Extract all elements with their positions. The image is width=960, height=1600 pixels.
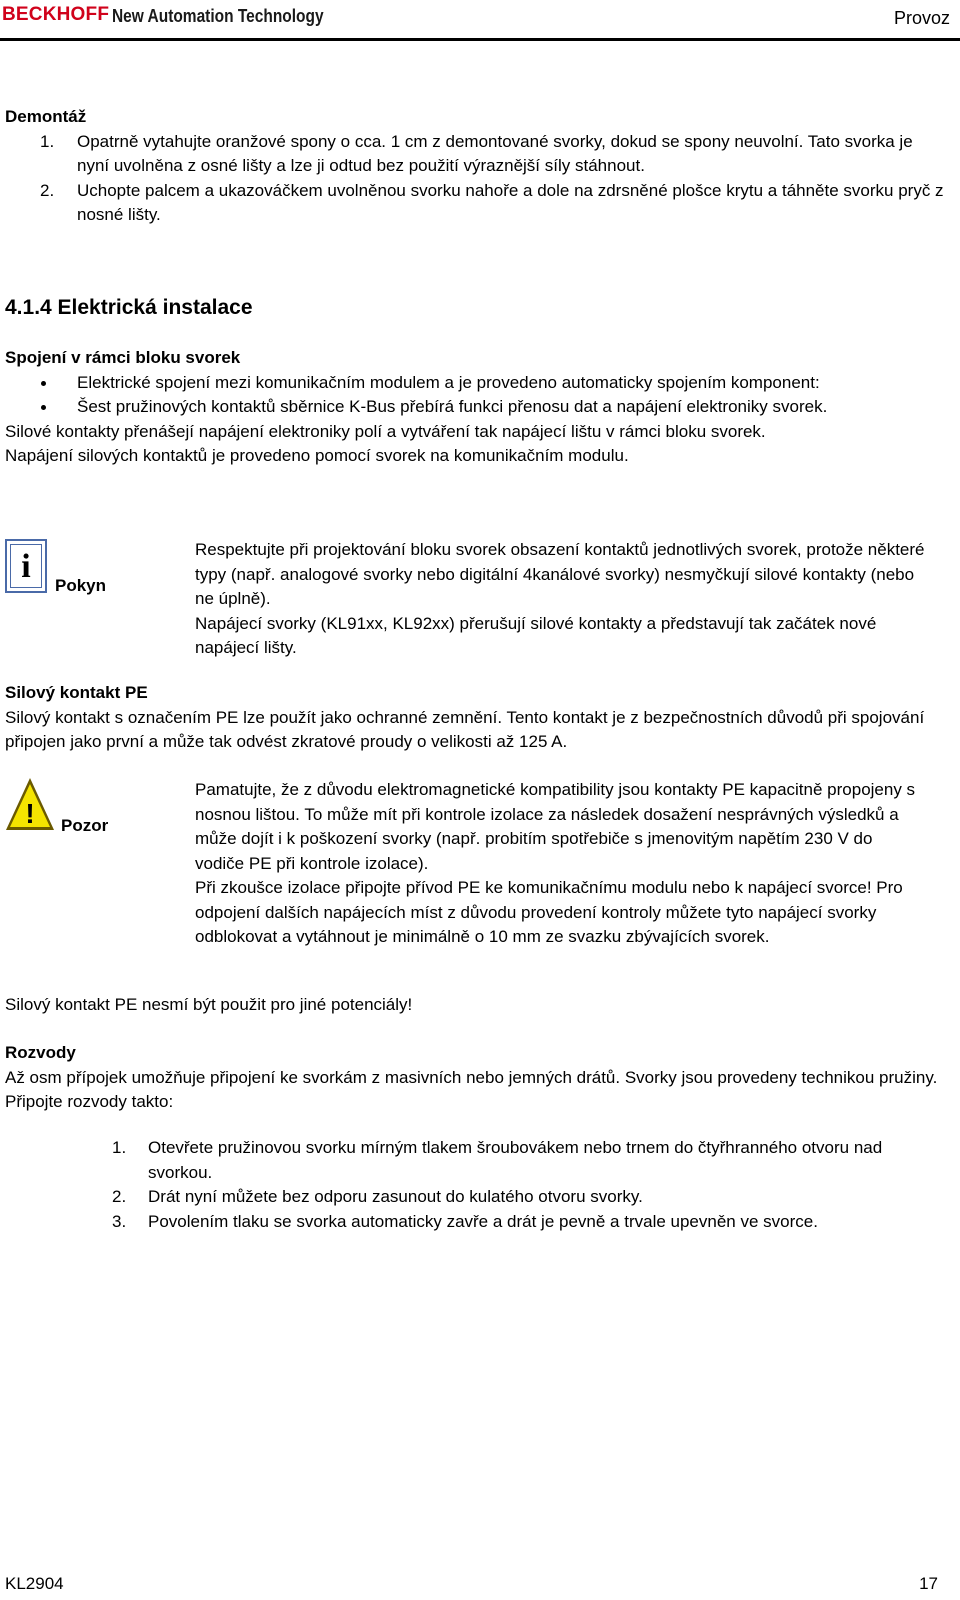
pe-note: Silový kontakt PE nesmí být použit pro jiné potenciály!	[5, 995, 413, 1014]
warning-text	[195, 778, 925, 950]
wiring-step	[5, 1185, 945, 1210]
wiring-steps	[5, 1136, 945, 1234]
wiring-steps-block	[5, 1136, 945, 1234]
pe-section	[5, 681, 935, 755]
removal-section	[5, 105, 945, 228]
step-number: 1.	[40, 131, 55, 151]
step-number: 2.	[40, 180, 55, 200]
removal-steps	[5, 130, 945, 228]
wiring-step	[5, 1210, 945, 1235]
removal-heading: Demontáž	[5, 107, 87, 126]
warning-glyph: !	[25, 798, 35, 829]
step-text: Opatrně vytahujte oranžové spony o cca. 1 cm z demontované svorky, dokud se spony neuvolní. Tato svorka je nyní uvolněna z osné lišty a lze ji odtud bez použití výraznější síly stáhnout.	[77, 131, 913, 175]
warning-label: Pozor	[61, 816, 109, 835]
wiring-section	[5, 1041, 945, 1115]
info-icon-glyph: i	[21, 548, 31, 585]
warning-line-1: Pamatujte, že z důvodu elektromagnetické kompatibility jsou kontakty PE kapacitně propojeny s nosnou lištou. To může mít při kontrole izolace za následek dosažení nesprávných výsledků a může dojít i k poškození svorky (např. probitím spotřebiče s jmenovitým napětím 230 V do vodiče PE při kontrole izolace).	[195, 780, 916, 873]
bullet-dot	[41, 381, 46, 386]
step-number: 3.	[112, 1211, 127, 1231]
warning-line-2: Při zkoušce izolace připojte přívod PE ke komunikačnímu modulu nebo k napájecí svorce! Pro odpojení dalších napájecích míst z důvodu provedení kontroly můžete tyto napájecí svorky odblokovat a vytáhnout je minimálně o 10 mm ze svazku zbývajících svorek.	[195, 878, 903, 946]
bullet-text: Šest pružinových kontaktů sběrnice K-Bus přebírá funkci přenosu dat a napájení elektroniky svorek.	[77, 397, 828, 416]
info-icon	[5, 539, 47, 593]
brand-logo: BECKHOFF	[2, 4, 110, 25]
removal-step	[5, 130, 945, 179]
connections-bullets	[5, 371, 905, 420]
note-text	[195, 538, 925, 661]
wiring-heading: Rozvody	[5, 1043, 76, 1062]
bullet-item	[5, 395, 905, 420]
note-label: Pokyn	[55, 576, 107, 595]
brand-tagline: New Automation Technology	[112, 6, 324, 26]
connections-heading: Spojení v rámci bloku svorek	[5, 348, 241, 367]
page-header	[0, 0, 960, 42]
step-text: Drát nyní můžete bez odporu zasunout do kulatého otvoru svorky.	[148, 1187, 643, 1206]
step-text: Uchopte palcem a ukazováčkem uvolněnou svorku nahoře a dole na zdrsněné plošce krytu a táhněte svorku pryč z nosné lišty.	[77, 180, 944, 224]
step-number: 2.	[112, 1187, 127, 1206]
removal-step	[5, 179, 945, 228]
header-section-name: Provoz	[893, 8, 950, 28]
bullet-item	[5, 371, 905, 396]
note-line-2: Napájecí svorky (KL91xx, KL92xx) přerušují silové kontakty a představují tak začátek nové napájecí lišty.	[195, 613, 877, 657]
connections-section	[5, 346, 905, 469]
step-text: Povolením tlaku se svorka automaticky zavře a drát je pevně a trvale upevněn ve svorce.	[148, 1211, 818, 1231]
connections-para-1: Silové kontakty přenášejí napájení elektroniky polí a vytváření tak napájecí lištu v rámci bloku svorek.	[5, 421, 766, 441]
bullet-text: Elektrické spojení mezi komunikačním modulem a je provedeno automaticky spojením komponent:	[77, 372, 820, 392]
connections-para-2: Napájení silových kontaktů je provedeno pomocí svorek na komunikačním modulu.	[5, 446, 629, 465]
wiring-text: Až osm přípojek umožňuje připojení ke svorkám z masivních nebo jemných drátů. Svorky jsou provedeny technikou pružiny. Připojte rozvody takto:	[5, 1067, 938, 1111]
warning-icon	[4, 776, 56, 834]
bullet-dot	[41, 405, 46, 410]
step-text: Otevřete pružinovou svorku mírným tlakem šroubovákem nebo trnem do čtyřhranného otvoru nad svorkou.	[148, 1138, 883, 1182]
pe-heading: Silový kontakt PE	[5, 683, 148, 702]
pe-text: Silový kontakt s označením PE lze použít jako ochranné zemnění. Tento kontakt je z bezpečnostních důvodů při spojování připojen jako první a může tak odvést zkratové proudy o velikosti až 125 A.	[5, 707, 925, 751]
footer-product: KL2904	[5, 1574, 64, 1593]
header-rule	[0, 38, 960, 41]
step-number: 1.	[112, 1138, 127, 1157]
note-line-1: Respektujte při projektování bloku svorek obsazení kontaktů jednotlivých svorek, protože některé typy (např. analogové svorky nebo digitální 4kanálové svorky) nesmyčkují silové kontakty (nebo ne úplně).	[195, 540, 925, 608]
footer-page-number: 17	[919, 1574, 938, 1593]
section-title: 4.1.4 Elektrická instalace	[5, 296, 253, 319]
wiring-step	[5, 1136, 945, 1185]
